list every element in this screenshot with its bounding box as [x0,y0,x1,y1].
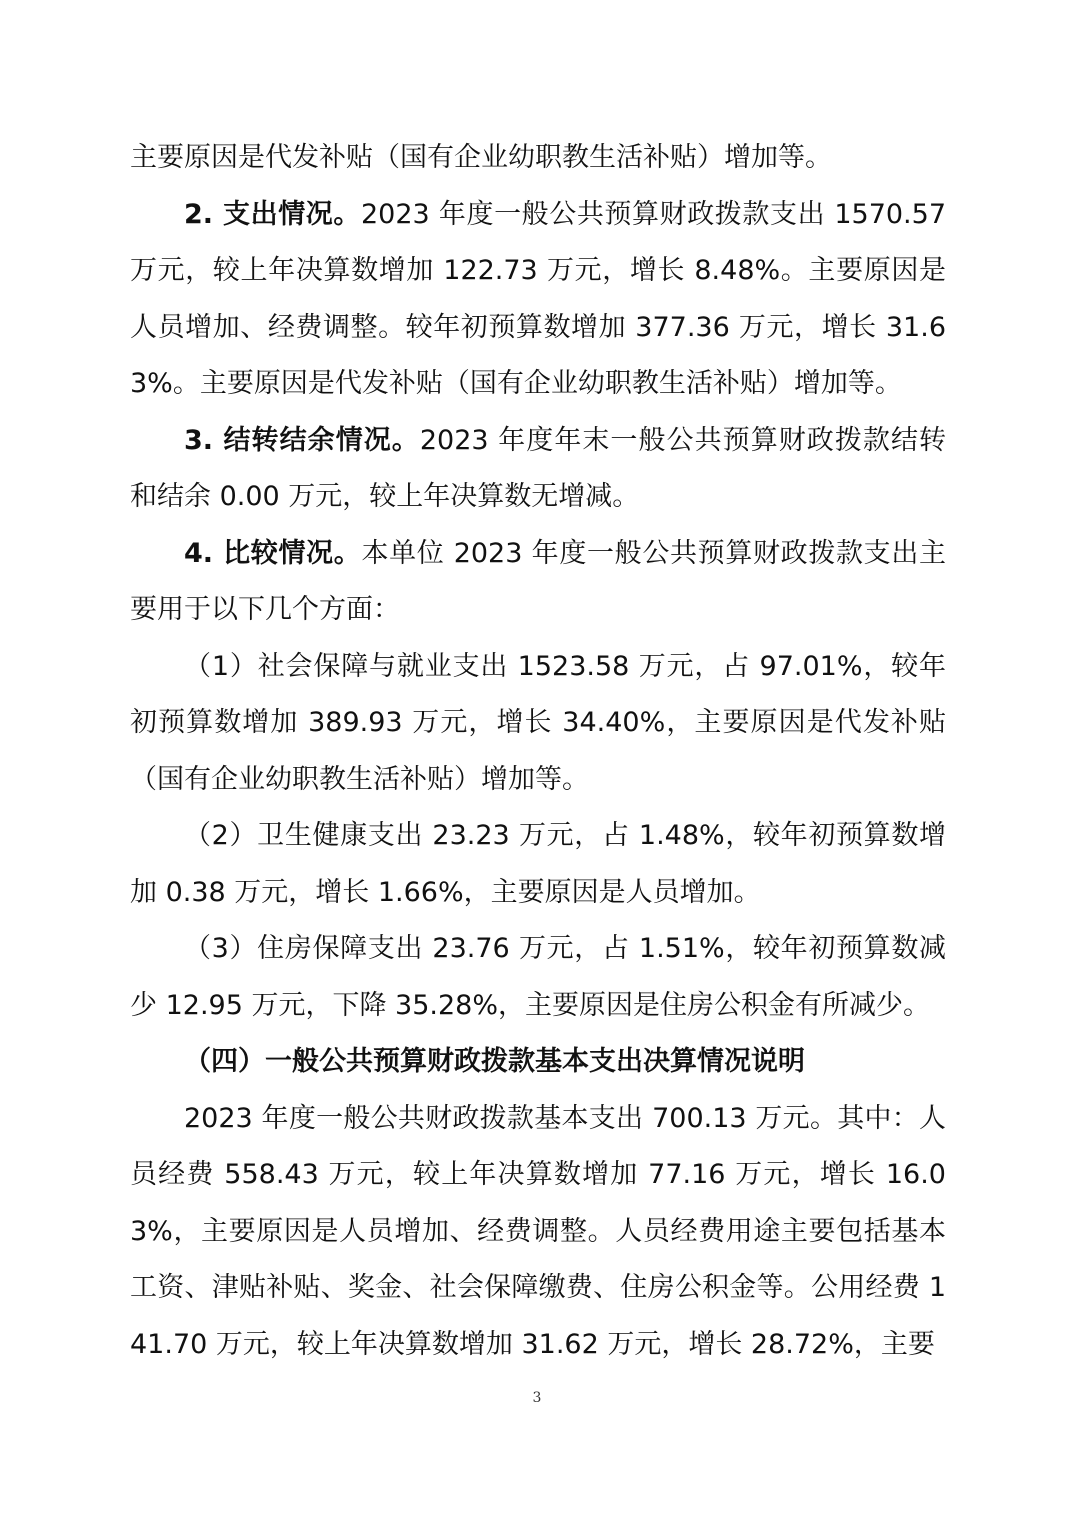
paragraph-text: （3）住房保障支出 23.76 万元，占 1.51%，较年初预算数减少 12.95 万元，下降 35.28%，主要原因是住房公积金有所减少。 [130,933,946,1021]
paragraph-item-health [130,808,946,921]
paragraph-text: 2023 年度年末一般公共预算财政拨款结转和结余 0.00 万元，较上年决算数无增减。 [130,424,947,512]
document-body [130,130,946,1373]
paragraph-text: 主要原因是代发补贴（国有企业幼职教生活补贴）增加等。 [130,142,832,173]
paragraph-item-housing [130,921,946,1034]
paragraph-expenditure [130,187,946,413]
section-heading-text: （四）一般公共预算财政拨款基本支出决算情况说明 [184,1046,805,1077]
paragraph-item-social-security [130,639,946,809]
paragraph-text: （1）社会保障与就业支出 1523.58 万元，占 97.01%，较年初预算数增加 389.93 万元，增长 34.40%，主要原因是代发补贴（国有企业幼职教生活补贴）增加等。 [130,650,946,795]
paragraph-text: 2023 年度一般公共预算财政拨款支出 1570.57 万元，较上年决算数增加 122.73 万元，增长 8.48%。主要原因是人员增加、经费调整。较年初预算数增加 377.36 万元，增长 31.63%。主要原因是代发补贴（国有企业幼职教生活补贴）增加等。 [130,198,946,399]
page-number: 3 [532,1390,542,1406]
paragraph-text: （2）卫生健康支出 23.23 万元，占 1.48%，较年初预算数增加 0.38 万元，增长 1.66%，主要原因是人员增加。 [130,820,946,908]
paragraph-comparison [130,526,946,639]
paragraph-text: 本单位 2023 年度一般公共预算财政拨款支出主要用于以下几个方面： [130,537,946,625]
paragraph-continuation [130,130,946,187]
paragraph-title: 2. 支出情况。 [184,198,361,230]
paragraph-title: 3. 结转结余情况。 [184,424,420,456]
paragraph-text: 2023 年度一般公共财政拨款基本支出 700.13 万元。其中：人员经费 558.43 万元，较上年决算数增加 77.16 万元，增长 16.03%，主要原因是人员增加、经费调整。人员经费用途主要包括基本工资、津贴补贴、奖金、社会保障缴费、住房公积金等。公用经费 141.70 万元，较上年决算数增加 31.62 万元，增长 28.72%，主要 [130,1102,946,1360]
section-heading [130,1034,946,1091]
paragraph-title: 4. 比较情况。 [184,537,362,569]
paragraph-basic-expenditure [130,1091,946,1374]
paragraph-carryover [130,413,946,526]
